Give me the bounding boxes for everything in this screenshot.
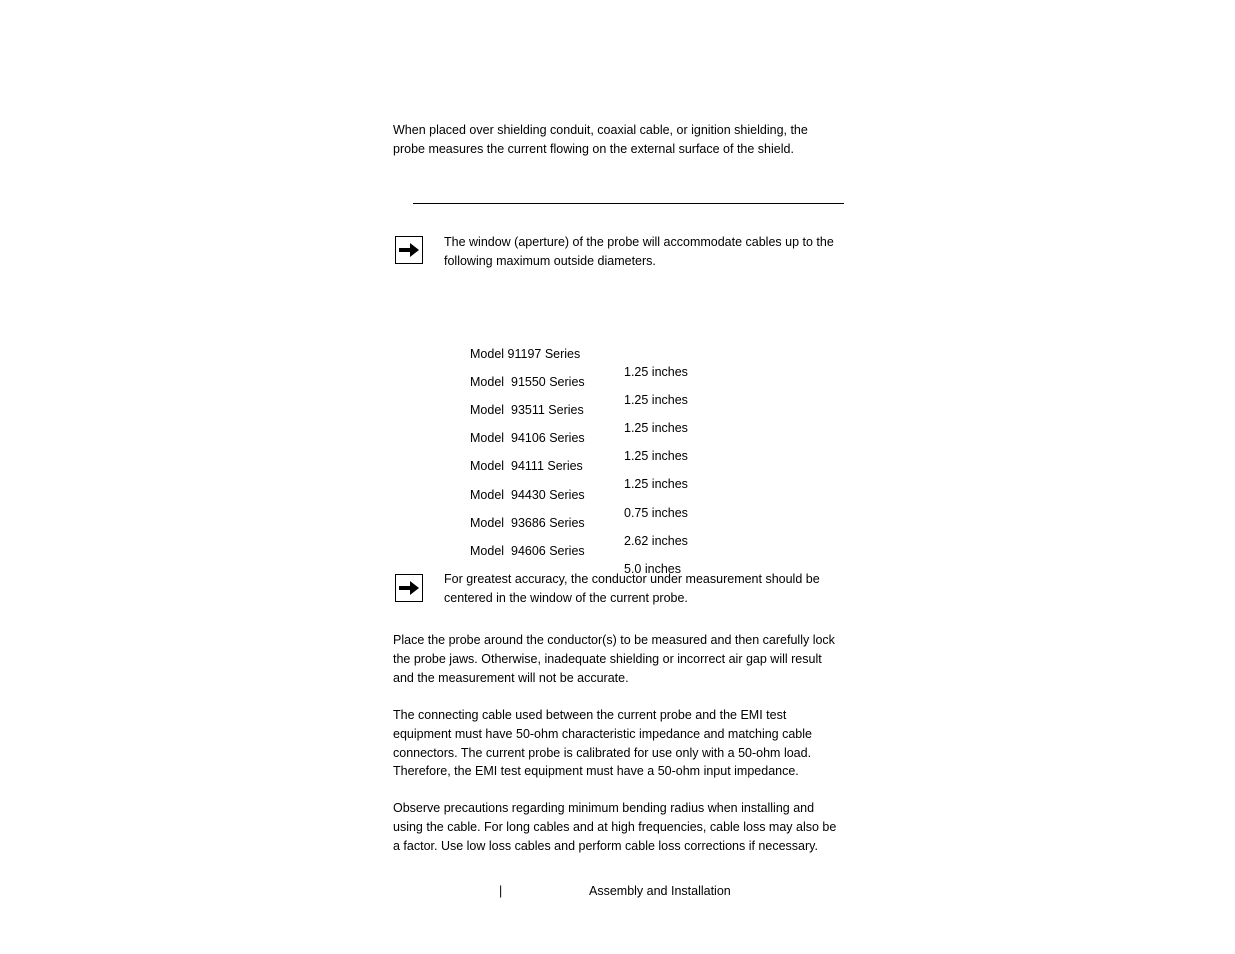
arrow-right-icon xyxy=(395,236,423,264)
max-diameter: 1.25 inches xyxy=(624,365,688,379)
table-row xyxy=(470,327,688,379)
table-row xyxy=(470,355,688,407)
table-row xyxy=(470,411,688,463)
arrow-right-icon xyxy=(395,574,423,602)
table-row xyxy=(470,383,688,435)
model-name: Model 94430 Series xyxy=(470,488,585,502)
max-diameter: 1.25 inches xyxy=(624,449,688,463)
placement-paragraph: Place the probe around the conductor(s) to be measured and then carefully lock the probe jaws. Otherwise, inadequate shielding or incorrect air gap will result and the measurement will not be accurate. xyxy=(393,633,835,685)
max-diameter: 1.25 inches xyxy=(624,477,688,491)
max-diameter: 5.0 inches xyxy=(624,562,681,576)
note-aperture-text: The window (aperture) of the probe will accommodate cables up to the following maximum outside diameters. xyxy=(444,235,834,268)
max-diameter: 2.62 inches xyxy=(624,534,688,548)
table-row xyxy=(470,439,688,491)
model-name: Model 91197 Series xyxy=(470,347,581,361)
max-diameter: 1.25 inches xyxy=(624,421,688,435)
intro-paragraph: When placed over shielding conduit, coaxial cable, or ignition shielding, the probe measures the current flowing on the external surface of the shield. xyxy=(393,123,808,156)
note-accuracy-text: For greatest accuracy, the conductor under measurement should be centered in the window of the current probe. xyxy=(444,572,820,605)
max-diameter: 0.75 inches xyxy=(624,506,688,520)
footer-section-title: Assembly and Installation xyxy=(589,884,731,898)
model-name: Model 94106 Series xyxy=(470,431,585,445)
bending-radius-paragraph: Observe precautions regarding minimum bending radius when installing and using the cable. For long cables and at high frequencies, cable loss may also be a factor. Use low loss cables and perform cable loss corrections if necessary. xyxy=(393,801,837,853)
model-name: Model 91550 Series xyxy=(470,375,585,389)
max-diameter: 1.25 inches xyxy=(624,393,688,407)
cable-impedance-paragraph: The connecting cable used between the current probe and the EMI test equipment must have 50-ohm characteristic impedance and matching cable connectors. The current probe is calibrated for use only with a 50-ohm load. Therefore, the EMI test equipment must have a 50-ohm input impedance. xyxy=(393,708,812,779)
model-name: Model 93511 Series xyxy=(470,403,584,417)
model-name: Model 93686 Series xyxy=(470,516,585,530)
model-name: Model 94111 Series xyxy=(470,459,583,473)
model-name: Model 94606 Series xyxy=(470,544,585,558)
section-divider xyxy=(413,203,844,204)
footer-separator: | xyxy=(499,884,503,898)
